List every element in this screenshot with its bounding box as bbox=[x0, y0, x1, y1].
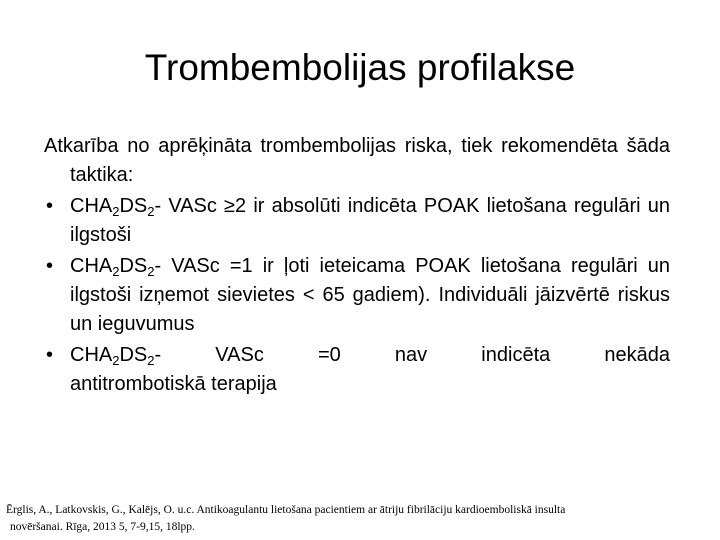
slide-content bbox=[44, 132, 670, 401]
score-mid: DS bbox=[119, 195, 148, 217]
bullet-text: - VASc =1 ir ļoti ieteicama POAK lietošana regulāri un ilgstoši izņemot sievietes < 65 gadiem). Individuāli jāizvērtē riskus un ieguvumus bbox=[70, 255, 670, 335]
bullet-text: - VASc =0 nav indicēta nekāda bbox=[154, 344, 670, 366]
score-mid: DS bbox=[119, 255, 148, 277]
score-subscript: 2 bbox=[147, 264, 155, 279]
bullet-marker: • bbox=[46, 195, 54, 217]
intro-text: Atkarība no aprēķināta trombembolijas riska, tiek rekomendēta šāda taktika: bbox=[44, 135, 670, 186]
bullet-text: - VASc ≥2 ir absolūti indicēta POAK lietošana regulāri un ilgstoši bbox=[70, 195, 670, 246]
bullet-marker: • bbox=[46, 344, 54, 366]
score-subscript: 2 bbox=[112, 204, 120, 219]
score-subscript: 2 bbox=[112, 353, 120, 368]
score-mid: DS bbox=[119, 344, 148, 366]
score-prefix: CHA bbox=[70, 255, 113, 277]
score-subscript: 2 bbox=[147, 204, 155, 219]
reference-line-2: novēršanai. Rīga, 2013 5, 7-9,15, 18lpp. bbox=[10, 521, 195, 533]
score-subscript: 2 bbox=[112, 264, 120, 279]
slide-title: Trombembolijas profilakse bbox=[144, 47, 576, 88]
score-subscript: 2 bbox=[147, 353, 155, 368]
reference-citation bbox=[6, 502, 714, 536]
bullet-item-3 bbox=[44, 341, 670, 399]
bullet-line-1 bbox=[70, 341, 670, 370]
score-prefix: CHA bbox=[70, 344, 113, 366]
reference-line-1: Ērglis, A., Latkovskis, G., Kalējs, O. u.c. Antikoagulantu lietošana pacientiem ar ātriju fibrilāciju kardioemboliskā insulta bbox=[6, 504, 566, 516]
bullet-line-2: antitrombotiskā terapija bbox=[70, 373, 277, 395]
bullet-item-1 bbox=[44, 192, 670, 250]
bullet-item-2 bbox=[44, 252, 670, 339]
bullet-marker: • bbox=[46, 255, 54, 277]
score-prefix: CHA bbox=[70, 195, 113, 217]
